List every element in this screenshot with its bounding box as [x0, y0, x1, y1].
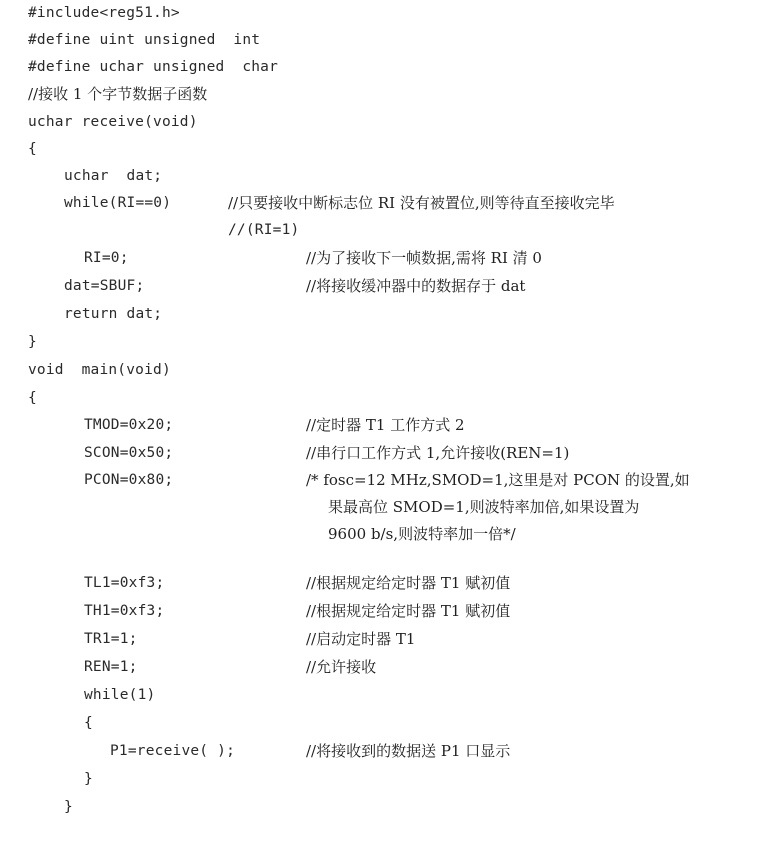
code-line-loop-close-brace: } [84, 771, 93, 787]
code-line-while-ri: while(RI==0) [64, 195, 172, 211]
code-line-while-loop: while(1) [84, 687, 156, 703]
comment-clear-ri: //为了接收下一帧数据,需将 RI 清 0 [306, 249, 542, 267]
code-line-th1: TH1=0xf3; [84, 603, 165, 619]
code-line-main-close-brace: } [64, 799, 73, 815]
comment-pcon-line3: 9600 b/s,则波特率加一倍*/ [328, 525, 516, 543]
code-line-open-brace: { [28, 141, 37, 157]
code-line-main-open-brace: { [28, 390, 37, 406]
comment-receive-function: //接收 1 个字节数据子函数 [28, 85, 208, 103]
code-line-tr1: TR1=1; [84, 631, 138, 647]
comment-scon: //串行口工作方式 1,允许接收(REN=1) [306, 444, 570, 462]
code-line-declare-dat: uchar dat; [64, 168, 163, 184]
code-line-return-dat: return dat; [64, 306, 163, 322]
comment-tl1: //根据规定给定时器 T1 赋初值 [306, 574, 511, 592]
code-line-receive-signature: uchar receive(void) [28, 114, 198, 130]
code-line-tmod: TMOD=0x20; [84, 417, 174, 433]
comment-ren: //允许接收 [306, 658, 377, 676]
code-line-p1-receive: P1=receive( ); [110, 743, 236, 759]
comment-tr1: //启动定时器 T1 [306, 630, 416, 648]
code-line-tl1: TL1=0xf3; [84, 575, 165, 591]
comment-tmod: //定时器 T1 工作方式 2 [306, 416, 465, 434]
code-line-include: #include<reg51.h> [28, 5, 180, 21]
code-line-clear-ri: RI=0; [84, 250, 129, 266]
comment-ri-equals-one: //(RI=1) [228, 222, 300, 238]
comment-th1: //根据规定给定时器 T1 赋初值 [306, 602, 511, 620]
code-line-scon: SCON=0x50; [84, 445, 174, 461]
code-line-ren: REN=1; [84, 659, 138, 675]
code-line-loop-open-brace: { [84, 715, 93, 731]
comment-read-sbuf: //将接收缓冲器中的数据存于 dat [306, 277, 526, 295]
code-line-pcon: PCON=0x80; [84, 472, 174, 488]
code-line-main-signature: void main(void) [28, 362, 171, 378]
code-line-read-sbuf: dat=SBUF; [64, 278, 145, 294]
comment-pcon-line1: /* fosc=12 MHz,SMOD=1,这里是对 PCON 的设置,如 [306, 471, 690, 489]
comment-p1-display: //将接收到的数据送 P1 口显示 [306, 742, 511, 760]
comment-wait-ri: //只要接收中断标志位 RI 没有被置位,则等待直至接收完毕 [228, 194, 615, 212]
comment-pcon-line2: 果最高位 SMOD=1,则波特率加倍,如果设置为 [328, 498, 640, 516]
code-line-define-uint: #define uint unsigned int [28, 32, 261, 48]
code-line-close-brace: } [28, 334, 37, 350]
code-line-define-uchar: #define uchar unsigned char [28, 59, 279, 75]
